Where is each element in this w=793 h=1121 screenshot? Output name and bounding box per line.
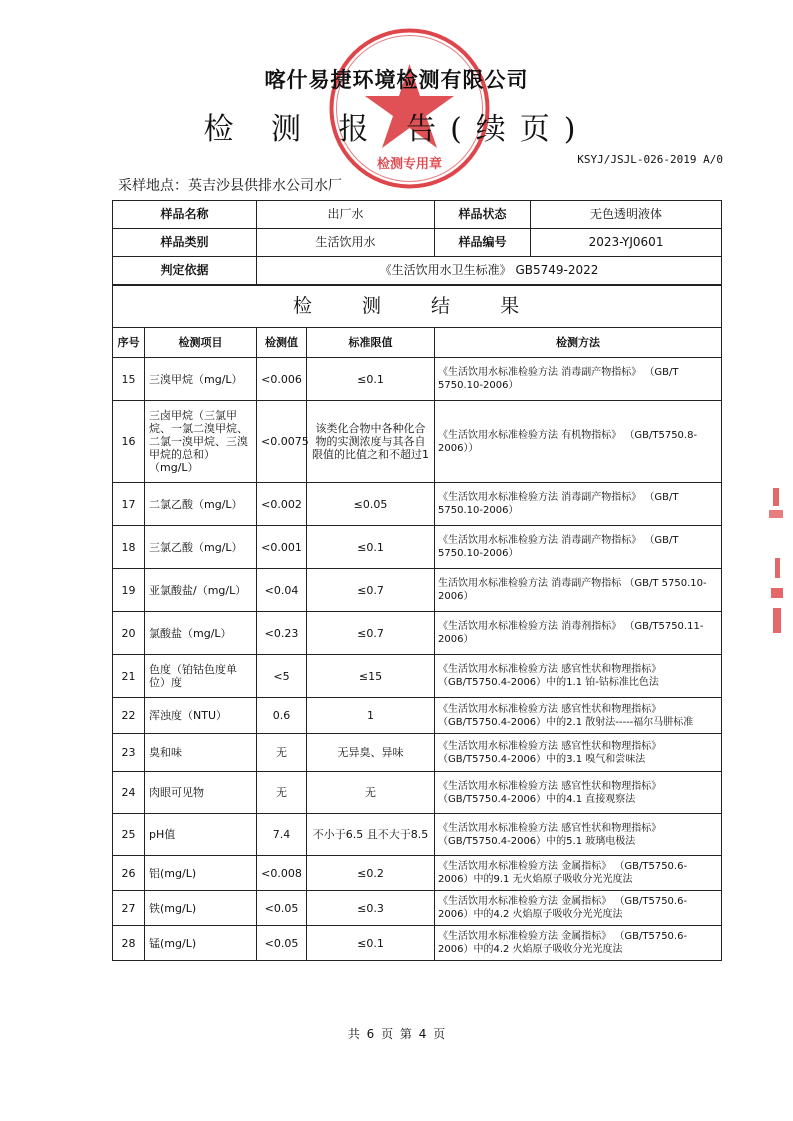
document-number: KSYJ/JSJL-026-2019 A/0 (577, 153, 723, 166)
col-header-value: 检测值 (257, 328, 307, 358)
test-value: <0.05 (257, 891, 307, 926)
report-title: 检 测 报 告(续页) (203, 112, 590, 147)
row-number: 26 (113, 856, 145, 891)
standard-limit: 无异臭、异味 (307, 734, 435, 772)
sampling-site: 采样地点：英吉沙县供排水公司水厂 (118, 178, 342, 194)
test-item: 浑浊度（NTU） (145, 698, 257, 734)
test-value: <5 (257, 655, 307, 698)
row-number: 21 (113, 655, 145, 698)
sample-type-value: 生活饮用水 (257, 229, 435, 257)
standard-limit: ≤0.7 (307, 569, 435, 612)
test-item: 色度（铂钴色度单位）度 (145, 655, 257, 698)
result-row (113, 856, 722, 891)
test-method: 《生活饮用水标准检验方法 感官性状和物理指标》 （GB/T5750.4-2006）中的1.1 铂-钴标准比色法 (435, 655, 722, 698)
stamp-text: 检测专用章 (376, 157, 443, 172)
result-row (113, 612, 722, 655)
row-number: 28 (113, 926, 145, 961)
row-number: 25 (113, 814, 145, 856)
row-number: 22 (113, 698, 145, 734)
test-method: 生活饮用水标准检验方法 消毒副产物指标 （GB/T 5750.10-2006） (435, 569, 722, 612)
col-header-method: 检测方法 (435, 328, 722, 358)
sample-name-value: 出厂水 (257, 201, 435, 229)
basis-label: 判定依据 (113, 257, 257, 286)
test-method: 《生活饮用水标准检验方法 消毒剂指标》 （GB/T5750.11-2006） (435, 612, 722, 655)
standard-limit: ≤0.1 (307, 926, 435, 961)
standard-limit: 该类化合物中各种化合物的实测浓度与其各自限值的比值之和不超过1 (307, 401, 435, 483)
row-number: 24 (113, 772, 145, 814)
result-row (113, 891, 722, 926)
paging-seal-fragment (763, 488, 789, 638)
sample-no-label: 样品编号 (435, 229, 531, 256)
test-item: 三氯乙酸（mg/L） (145, 526, 257, 569)
standard-limit: ≤0.3 (307, 891, 435, 926)
sample-name-label: 样品名称 (113, 201, 257, 229)
row-number: 27 (113, 891, 145, 926)
test-method: 《生活饮用水标准检验方法 消毒副产物指标》 （GB/T 5750.10-2006） (435, 358, 722, 401)
result-row (113, 698, 722, 734)
test-item: 铝(mg/L) (145, 856, 257, 891)
sample-no-value: 2023-YJ0601 (588, 235, 664, 249)
standard-limit: ≤15 (307, 655, 435, 698)
test-method: 《生活饮用水标准检验方法 金属指标》 （GB/T5750.6-2006）中的9.1 无火焰原子吸收分光光度法 (435, 856, 722, 891)
sample-state-label: 样品状态 (435, 201, 531, 228)
column-header-row (113, 328, 722, 358)
test-method: 《生活饮用水标准检验方法 消毒副产物指标》 （GB/T 5750.10-2006） (435, 526, 722, 569)
sample-type-label: 样品类别 (113, 229, 257, 257)
col-header-item: 检测项目 (145, 328, 257, 358)
result-row (113, 569, 722, 612)
test-item: 氯酸盐（mg/L） (145, 612, 257, 655)
test-value: <0.23 (257, 612, 307, 655)
test-method: 《生活饮用水标准检验方法 感官性状和物理指标》 （GB/T5750.4-2006）中的3.1 嗅气和尝味法 (435, 734, 722, 772)
test-value: <0.006 (257, 358, 307, 401)
result-row (113, 655, 722, 698)
standard-limit: ≤0.7 (307, 612, 435, 655)
test-value: 无 (257, 734, 307, 772)
test-item: 三卤甲烷（三氯甲烷、一氯二溴甲烷、二氯一溴甲烷、三溴甲烷的总和）（mg/L） (145, 401, 257, 483)
test-item: 亚氯酸盐/（mg/L） (145, 569, 257, 612)
test-method: 《生活饮用水标准检验方法 消毒副产物指标》 （GB/T 5750.10-2006） (435, 483, 722, 526)
test-method: 《生活饮用水标准检验方法 金属指标》 （GB/T5750.6-2006）中的4.2 火焰原子吸收分光光度法 (435, 891, 722, 926)
test-item: 二氯乙酸（mg/L） (145, 483, 257, 526)
test-method: 《生活饮用水标准检验方法 感官性状和物理指标》 （GB/T5750.4-2006）中的2.1 散射法-----福尔马肼标准 (435, 698, 722, 734)
result-row (113, 772, 722, 814)
test-value: <0.04 (257, 569, 307, 612)
row-number: 16 (113, 401, 145, 483)
col-header-no: 序号 (113, 328, 145, 358)
result-row (113, 926, 722, 961)
test-value: <0.0075 (257, 401, 307, 483)
sample-state-value: 无色透明液体 (590, 207, 663, 221)
standard-limit: ≤0.2 (307, 856, 435, 891)
standard-limit: ≤0.1 (307, 358, 435, 401)
company-name: 喀什易捷环境检测有限公司 (264, 68, 529, 92)
test-item: 肉眼可见物 (145, 772, 257, 814)
result-row (113, 814, 722, 856)
result-row (113, 483, 722, 526)
info-row (113, 229, 722, 257)
result-rows (113, 358, 722, 961)
test-method: 《生活饮用水标准检验方法 金属指标》 （GB/T5750.6-2006）中的4.2 火焰原子吸收分光光度法 (435, 926, 722, 961)
test-value: <0.008 (257, 856, 307, 891)
test-method: 《生活饮用水标准检验方法 感官性状和物理指标》 （GB/T5750.4-2006）中的4.1 直接观察法 (435, 772, 722, 814)
page-footer: 共 6 页 第 4 页 (347, 1027, 446, 1041)
info-row (113, 257, 722, 286)
result-row (113, 734, 722, 772)
info-row (113, 201, 722, 229)
test-method: 《生活饮用水标准检验方法 有机物指标》 （GB/T5750.8-2006）） (435, 401, 722, 483)
section-title-row (113, 285, 722, 328)
basis-value: 《生活饮用水卫生标准》 GB5749-2022 (257, 257, 722, 286)
row-number: 15 (113, 358, 145, 401)
row-number: 20 (113, 612, 145, 655)
standard-limit: 无 (307, 772, 435, 814)
test-item: 锰(mg/L) (145, 926, 257, 961)
test-item: pH值 (145, 814, 257, 856)
standard-limit: ≤0.05 (307, 483, 435, 526)
section-title: 检 测 结 果 (113, 285, 722, 328)
test-value: 无 (257, 772, 307, 814)
result-row (113, 526, 722, 569)
col-header-limit: 标准限值 (307, 328, 435, 358)
standard-limit: ≤0.1 (307, 526, 435, 569)
test-value: 7.4 (257, 814, 307, 856)
result-row (113, 358, 722, 401)
test-report-table (112, 200, 722, 961)
standard-limit: 不小于6.5 且不大于8.5 (307, 814, 435, 856)
test-item: 铁(mg/L) (145, 891, 257, 926)
result-row (113, 401, 722, 483)
test-method: 《生活饮用水标准检验方法 感官性状和物理指标》 （GB/T5750.4-2006）中的5.1 玻璃电极法 (435, 814, 722, 856)
test-value: <0.002 (257, 483, 307, 526)
test-item: 三溴甲烷（mg/L） (145, 358, 257, 401)
test-item: 臭和味 (145, 734, 257, 772)
test-value: 0.6 (257, 698, 307, 734)
standard-limit: 1 (307, 698, 435, 734)
test-value: <0.05 (257, 926, 307, 961)
row-number: 19 (113, 569, 145, 612)
row-number: 18 (113, 526, 145, 569)
test-value: <0.001 (257, 526, 307, 569)
row-number: 23 (113, 734, 145, 772)
row-number: 17 (113, 483, 145, 526)
